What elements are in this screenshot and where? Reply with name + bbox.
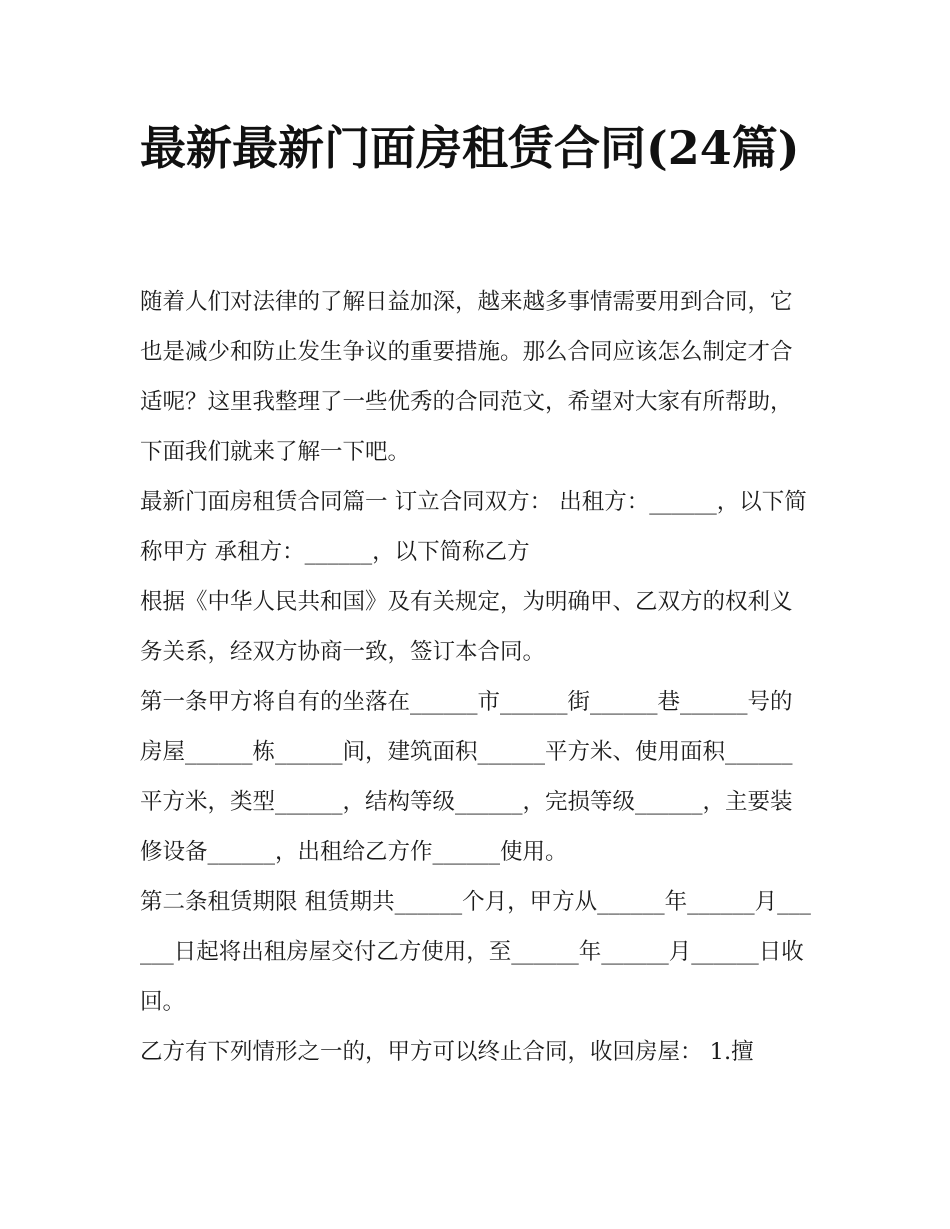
paragraph-termination: 乙方有下列情形之一的，甲方可以终止合同，收回房屋： 1.擅 bbox=[140, 1039, 754, 1065]
document-title: 最新最新门面房租赁合同(24篇) bbox=[140, 121, 800, 175]
paragraph-basis: 根据《中华人民共和国》及有关规定，为明确甲、乙双方的权利义务关系，经双方协商一致，签订本合同。 bbox=[140, 589, 793, 665]
paragraph-article-one: 第一条甲方将自有的坐落在______市______街______巷______号的房屋______栋______间，建筑面积______平方米、使用面积______平方米，类型______，结构等级______，完损等级______，主要装修设备______，出租给乙方作______使用。 bbox=[140, 689, 793, 865]
paragraph-parties: 最新门面房租赁合同篇一 订立合同双方： 出租方：______，以下简称甲方 承租方：______，以下简称乙方 bbox=[140, 489, 807, 565]
document-body bbox=[140, 277, 812, 1077]
paragraph-intro: 随着人们对法律的了解日益加深，越来越多事情需要用到合同，它也是减少和防止发生争议的重要措施。那么合同应该怎么制定才合适呢？这里我整理了一些优秀的合同范文，希望对大家有所帮助，下面我们就来了解一下吧。 bbox=[140, 289, 793, 465]
paragraph-article-two: 第二条租赁期限 租赁期共______个月，甲方从______年______月______日起将出租房屋交付乙方使用，至______年______月______日收回。 bbox=[140, 889, 811, 1015]
